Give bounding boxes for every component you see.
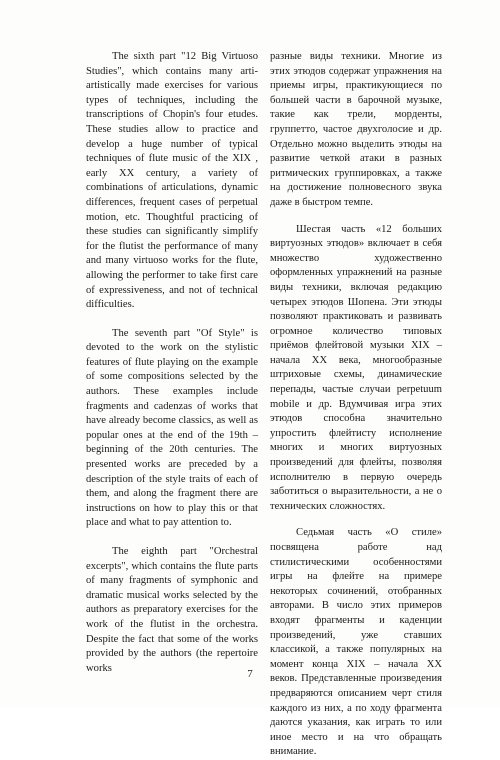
- page-number: 7: [247, 668, 253, 680]
- right-text-column: [270, 50, 442, 760]
- paragraph-seventh-part-en: The seventh part "Of Style" is devoted to the work on the stylistic features of flute playing on the example of some compositions selected by the authors. These examples include fragments and cadenzas of works that have already become classics, as well as popular ones at the end of the 19th – beginning of the 20th centuries. The presented works are preceded by a description of the style traits of each of them, and along the fragment there are instructions on how to play this or that place and what to pay attention to.: [86, 327, 258, 529]
- paragraph-seventh-part-ru: Седьмая часть «О стиле» посвящена работе над стилистическими особенностями игры на флейте на примере некоторых сочинений, отобранных авторами. В число этих примеров входят фрагменты и каденции произведений, уже ставших классикой, а также популярных на момент конца XIX – начала XX веков. Представленные произведения предваряются описанием черт стиля каждого из них, а по ходу фрагмента даются указания, как играть то или иное место и на что обращать внимание.: [270, 527, 442, 758]
- paragraph-eighth-part-en: The eighth part "Orchestral excerpts", which contains the flute parts of many fragments of symphonic and dramatic musical works selected by the authors as preparatory exercises for the work of the flutist in the orchestra. Despite the fact that some of the works provided by the authors (the repertoire works: [86, 546, 258, 674]
- paragraph-sixth-part-ru: Шестая часть «12 больших виртуозных этюдов» включает в себя множество художественно оформленных упражнений на разные виды техники, включая редакцию четырех этюдов Шопена. Эти этюды позволяют практиковать и развивать огромное количество типовых приёмов флейтовой музыки XIX – начала XX века, многообразные штриховые схемы, динамические перепады, частые случаи perpetuum mobile и др. Вдумчивая игра этих этюдов способна значительно упростить флейтисту исполнение многих и многих виртуозных произведений для флейты, позволяя исполнителю в первую очередь заботиться о выразительности, а не о технических сложностях.: [270, 223, 442, 512]
- paragraph-sixth-part-en: The sixth part "12 Big Virtuoso Studies", which contains many arti-artistically made exercises for various types of techniques, including the transcriptions of Chopin's four etudes. These studies allow to practice and develop a huge number of typical techniques of flute music of the XIX , early XX century, a variety of combinations of articulations, dynamic differences, frequent cases of perpetual motion, etc. Thoughtful practicing of these studies can significantly simplify for the flutist the performance of many and many virtuoso works for the flute, allowing the performer to take first care of expressiveness, and not of technical difficulties.: [86, 51, 258, 311]
- paragraph-techniques-ru: разные виды техники. Многие из этих этюдов содержат упражнения на приемы игры, практикующиеся по большей части в барочной музыке, такие как трели, морденты, группетто, частое двухголосие и др. Отдельно можно выделить этюды на развитие четкой атаки в разных ритмических группировках, а также на достижение полновесного звука даже в быстром темпе.: [270, 51, 442, 208]
- left-text-column: [86, 50, 258, 676]
